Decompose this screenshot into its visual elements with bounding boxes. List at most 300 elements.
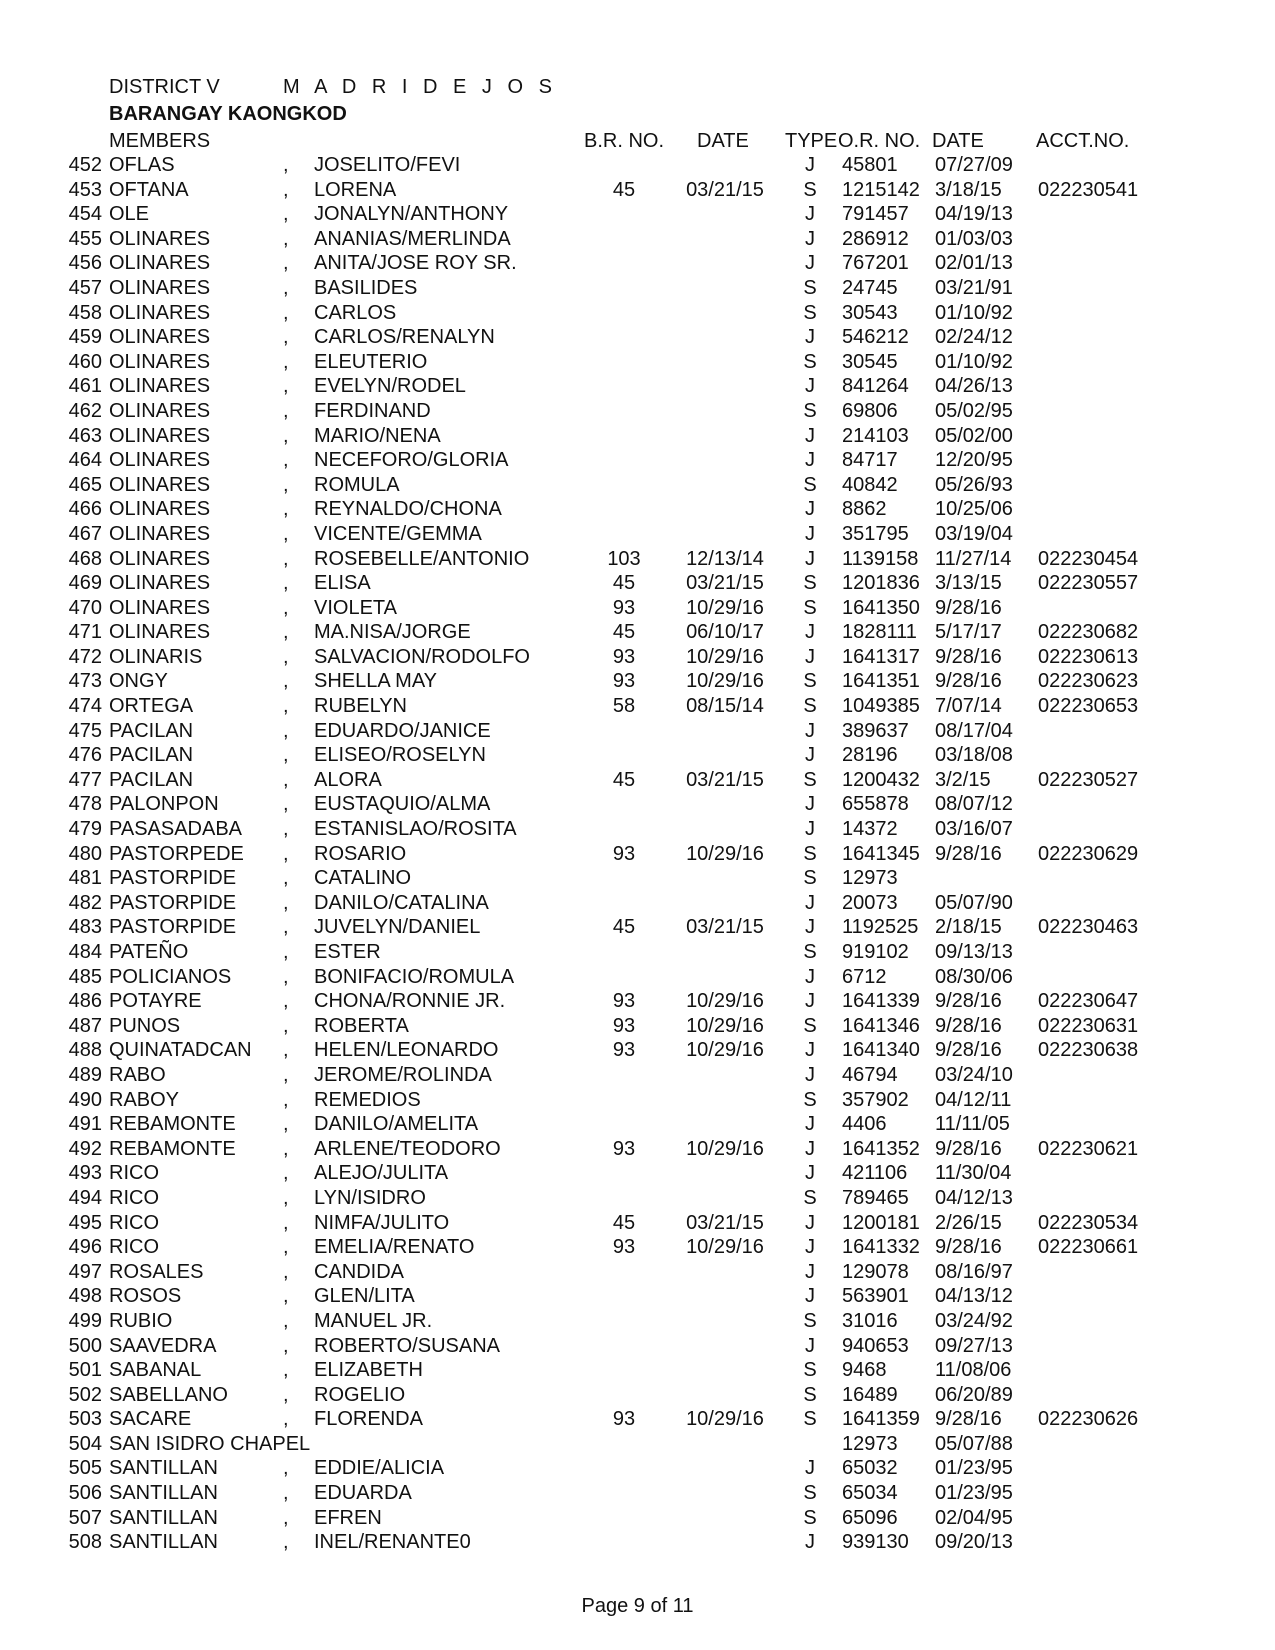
row-number: 499 bbox=[68, 1309, 102, 1332]
first-names: BONIFACIO/ROMULA bbox=[314, 965, 515, 988]
account-number: 022230527 bbox=[1038, 768, 1139, 791]
col-header-date: DATE bbox=[697, 130, 749, 152]
or-number: 1641351 bbox=[842, 670, 920, 693]
member-type: J bbox=[805, 1334, 815, 1357]
br-number: 45 bbox=[612, 916, 636, 939]
or-number: 214103 bbox=[842, 424, 909, 447]
first-names: ROSEBELLE/ANTONIO bbox=[314, 547, 530, 570]
last-name: RICO bbox=[109, 1211, 159, 1234]
member-type: J bbox=[805, 375, 815, 398]
separator: , bbox=[283, 424, 289, 447]
table-row bbox=[0, 424, 1275, 449]
row-number: 501 bbox=[68, 1359, 102, 1382]
first-names: FERDINAND bbox=[314, 399, 431, 422]
row-number: 503 bbox=[68, 1408, 102, 1431]
separator: , bbox=[283, 522, 289, 545]
member-type: J bbox=[805, 1137, 815, 1160]
first-names: CARLOS bbox=[314, 301, 397, 324]
row-number: 492 bbox=[68, 1137, 102, 1160]
member-type: J bbox=[805, 916, 815, 939]
member-type: J bbox=[805, 744, 815, 767]
account-number: 022230557 bbox=[1038, 572, 1139, 595]
last-name: OLINARES bbox=[109, 621, 211, 644]
member-type: J bbox=[805, 498, 815, 521]
br-date: 10/29/16 bbox=[686, 1039, 764, 1062]
member-type: J bbox=[805, 965, 815, 988]
member-table bbox=[0, 153, 1275, 1555]
row-number: 478 bbox=[68, 793, 102, 816]
table-row bbox=[0, 1038, 1275, 1063]
first-names: ROBERTA bbox=[314, 1014, 409, 1037]
member-type: S bbox=[803, 1408, 817, 1431]
last-name: RICO bbox=[109, 1162, 159, 1185]
separator: , bbox=[283, 1260, 289, 1283]
separator: , bbox=[283, 252, 289, 275]
row-number: 506 bbox=[68, 1482, 102, 1505]
row-number: 463 bbox=[68, 424, 102, 447]
br-date: 10/29/16 bbox=[686, 842, 764, 865]
or-date: 05/02/00 bbox=[935, 424, 1013, 447]
or-date: 5/17/17 bbox=[935, 621, 1002, 644]
br-date: 10/29/16 bbox=[686, 1236, 764, 1259]
or-date: 01/23/95 bbox=[935, 1482, 1013, 1505]
member-type: J bbox=[805, 154, 815, 176]
or-date: 03/21/91 bbox=[935, 276, 1013, 299]
first-names: HELEN/LEONARDO bbox=[314, 1039, 499, 1062]
separator: , bbox=[283, 1309, 289, 1332]
or-number: 24745 bbox=[842, 276, 898, 299]
or-number: 1641340 bbox=[842, 1039, 920, 1062]
or-number: 841264 bbox=[842, 375, 909, 398]
first-names: ELEUTERIO bbox=[314, 350, 428, 373]
or-date: 11/11/05 bbox=[935, 1113, 1010, 1136]
first-names: NECEFORO/GLORIA bbox=[314, 449, 509, 472]
member-type: J bbox=[805, 449, 815, 472]
table-row bbox=[0, 866, 1275, 891]
table-row bbox=[0, 1456, 1275, 1481]
row-number: 489 bbox=[68, 1063, 102, 1086]
member-type: J bbox=[805, 1211, 815, 1234]
first-names: EVELYN/RODEL bbox=[314, 375, 466, 398]
row-number: 479 bbox=[68, 818, 102, 841]
first-names: CATALINO bbox=[314, 867, 412, 890]
member-type: J bbox=[805, 1039, 815, 1062]
or-date: 03/24/10 bbox=[935, 1063, 1013, 1086]
table-row bbox=[0, 153, 1275, 178]
or-date: 3/18/15 bbox=[935, 178, 1002, 201]
br-number: 93 bbox=[612, 670, 636, 693]
or-number: 655878 bbox=[842, 793, 909, 816]
table-row bbox=[0, 1334, 1275, 1359]
separator: , bbox=[283, 1211, 289, 1234]
or-number: 31016 bbox=[842, 1309, 898, 1332]
last-name: PACILAN bbox=[109, 744, 194, 767]
separator: , bbox=[283, 154, 289, 176]
table-row bbox=[0, 1186, 1275, 1211]
last-name: OLINARES bbox=[109, 522, 211, 545]
last-name: PASASADABA bbox=[109, 818, 243, 841]
or-number: 16489 bbox=[842, 1383, 898, 1406]
first-names: VIOLETA bbox=[314, 596, 397, 619]
last-name: ROSALES bbox=[109, 1260, 204, 1283]
or-date: 08/16/97 bbox=[935, 1260, 1013, 1283]
or-date: 01/10/92 bbox=[935, 350, 1013, 373]
br-number: 93 bbox=[612, 1039, 636, 1062]
first-names: ROBERTO/SUSANA bbox=[314, 1334, 500, 1357]
or-number: 546212 bbox=[842, 326, 909, 349]
or-number: 351795 bbox=[842, 522, 909, 545]
br-number: 58 bbox=[612, 695, 636, 718]
or-date: 11/08/06 bbox=[935, 1359, 1012, 1382]
br-date: 10/29/16 bbox=[686, 645, 764, 668]
account-number: 022230534 bbox=[1038, 1211, 1139, 1234]
row-number: 469 bbox=[68, 572, 102, 595]
first-names: ESTANISLAO/ROSITA bbox=[314, 818, 517, 841]
br-number: 93 bbox=[612, 1236, 636, 1259]
table-row bbox=[0, 325, 1275, 350]
separator: , bbox=[283, 670, 289, 693]
last-name: OLINARES bbox=[109, 399, 211, 422]
br-date: 08/15/14 bbox=[686, 695, 764, 718]
col-header-acct-no: ACCT.NO. bbox=[1036, 130, 1130, 152]
first-names: EDUARDO/JANICE bbox=[314, 719, 491, 742]
or-date: 05/07/88 bbox=[935, 1432, 1013, 1455]
member-type: S bbox=[803, 399, 817, 422]
br-number: 103 bbox=[607, 547, 641, 570]
or-date: 10/25/06 bbox=[935, 498, 1013, 521]
table-row bbox=[0, 768, 1275, 793]
or-date: 04/26/13 bbox=[935, 375, 1013, 398]
last-name: SAAVEDRA bbox=[109, 1334, 217, 1357]
row-number: 468 bbox=[68, 547, 102, 570]
last-name: RUBIO bbox=[109, 1309, 173, 1332]
or-number: 6712 bbox=[842, 965, 887, 988]
or-date: 9/28/16 bbox=[935, 842, 1002, 865]
row-number: 482 bbox=[68, 891, 102, 914]
last-name: PACILAN bbox=[109, 719, 194, 742]
or-number: 40842 bbox=[842, 473, 898, 496]
or-date: 11/27/14 bbox=[935, 547, 1012, 570]
separator: , bbox=[283, 1088, 289, 1111]
separator: , bbox=[283, 326, 289, 349]
account-number: 022230661 bbox=[1038, 1236, 1139, 1259]
first-names: REMEDIOS bbox=[314, 1088, 421, 1111]
table-row bbox=[0, 1161, 1275, 1186]
first-names: JUVELYN/DANIEL bbox=[314, 916, 481, 939]
member-type: S bbox=[803, 1186, 817, 1209]
br-date: 03/21/15 bbox=[686, 1211, 764, 1234]
member-type: S bbox=[803, 301, 817, 324]
separator: , bbox=[283, 301, 289, 324]
br-date: 12/13/14 bbox=[686, 547, 764, 570]
table-row bbox=[0, 1260, 1275, 1285]
first-names: LYN/ISIDRO bbox=[314, 1186, 426, 1209]
first-names: JOSELITO/FEVI bbox=[314, 154, 461, 176]
or-date: 08/30/06 bbox=[935, 965, 1013, 988]
account-number: 022230454 bbox=[1038, 547, 1139, 570]
first-names: FLORENDA bbox=[314, 1408, 423, 1431]
table-row bbox=[0, 620, 1275, 645]
first-names: MARIO/NENA bbox=[314, 424, 441, 447]
member-type: S bbox=[803, 1383, 817, 1406]
or-date: 9/28/16 bbox=[935, 596, 1002, 619]
separator: , bbox=[283, 990, 289, 1013]
row-number: 480 bbox=[68, 842, 102, 865]
last-name: RABOY bbox=[109, 1088, 180, 1111]
last-name: OLINARES bbox=[109, 227, 211, 250]
br-number: 45 bbox=[612, 1211, 636, 1234]
last-name: OLINARES bbox=[109, 375, 211, 398]
table-row bbox=[0, 1112, 1275, 1137]
or-number: 129078 bbox=[842, 1260, 909, 1283]
or-number: 1828111 bbox=[842, 621, 917, 644]
row-number: 507 bbox=[68, 1506, 102, 1529]
table-row bbox=[0, 1211, 1275, 1236]
or-date: 09/13/13 bbox=[935, 941, 1013, 963]
separator: , bbox=[283, 793, 289, 816]
or-date: 09/20/13 bbox=[935, 1531, 1013, 1554]
or-number: 1049385 bbox=[842, 695, 920, 718]
row-number: 471 bbox=[68, 621, 102, 644]
row-number: 457 bbox=[68, 276, 102, 299]
row-number: 454 bbox=[68, 203, 102, 226]
separator: , bbox=[283, 178, 289, 201]
last-name: RICO bbox=[109, 1186, 159, 1209]
or-number: 1201836 bbox=[842, 572, 920, 595]
member-type: J bbox=[805, 818, 815, 841]
last-name: PASTORPIDE bbox=[109, 916, 237, 939]
account-number: 022230631 bbox=[1038, 1014, 1139, 1037]
member-type: J bbox=[805, 203, 815, 226]
or-date: 05/26/93 bbox=[935, 473, 1013, 496]
separator: , bbox=[283, 399, 289, 422]
separator: , bbox=[283, 1531, 289, 1554]
first-names: ROSARIO bbox=[314, 842, 407, 865]
br-date: 10/29/16 bbox=[686, 596, 764, 619]
account-number: 022230638 bbox=[1038, 1039, 1139, 1062]
or-date: 01/23/95 bbox=[935, 1457, 1013, 1480]
row-number: 504 bbox=[68, 1432, 102, 1455]
first-names: REYNALDO/CHONA bbox=[314, 498, 502, 521]
or-number: 30543 bbox=[842, 301, 898, 324]
table-row bbox=[0, 350, 1275, 375]
row-number: 458 bbox=[68, 301, 102, 324]
or-date: 9/28/16 bbox=[935, 1014, 1002, 1037]
row-number: 453 bbox=[68, 178, 102, 201]
or-number: 1641359 bbox=[842, 1408, 920, 1431]
member-type: S bbox=[803, 572, 817, 595]
member-type: J bbox=[805, 793, 815, 816]
separator: , bbox=[283, 1482, 289, 1505]
or-date: 2/18/15 bbox=[935, 916, 1002, 939]
account-number: 022230463 bbox=[1038, 916, 1139, 939]
or-number: 28196 bbox=[842, 744, 898, 767]
member-type: J bbox=[805, 1531, 815, 1554]
col-header-or-date: DATE bbox=[932, 130, 984, 152]
or-number: 65032 bbox=[842, 1457, 898, 1480]
account-number: 022230647 bbox=[1038, 990, 1139, 1013]
table-row bbox=[0, 669, 1275, 694]
account-number: 022230613 bbox=[1038, 645, 1139, 668]
member-type: S bbox=[803, 941, 817, 963]
table-row bbox=[0, 1481, 1275, 1506]
account-number: 022230623 bbox=[1038, 670, 1139, 693]
separator: , bbox=[283, 203, 289, 226]
row-number: 460 bbox=[68, 350, 102, 373]
or-number: 65034 bbox=[842, 1482, 898, 1505]
br-number: 45 bbox=[612, 572, 636, 595]
member-type: S bbox=[803, 1014, 817, 1037]
separator: , bbox=[283, 818, 289, 841]
separator: , bbox=[283, 449, 289, 472]
separator: , bbox=[283, 1039, 289, 1062]
separator: , bbox=[283, 744, 289, 767]
row-number: 464 bbox=[68, 449, 102, 472]
or-number: 389637 bbox=[842, 719, 909, 742]
row-number: 461 bbox=[68, 375, 102, 398]
separator: , bbox=[283, 1063, 289, 1086]
last-name: PASTORPIDE bbox=[109, 891, 237, 914]
member-type: S bbox=[803, 1309, 817, 1332]
member-type: J bbox=[805, 424, 815, 447]
table-row bbox=[0, 547, 1275, 572]
table-row bbox=[0, 842, 1275, 867]
table-row bbox=[0, 1309, 1275, 1334]
last-name: POLICIANOS bbox=[109, 965, 232, 988]
last-name: PALONPON bbox=[109, 793, 219, 816]
member-type: J bbox=[805, 719, 815, 742]
separator: , bbox=[283, 1285, 289, 1308]
br-number: 45 bbox=[612, 178, 636, 201]
separator: , bbox=[283, 1014, 289, 1037]
or-date: 01/10/92 bbox=[935, 301, 1013, 324]
or-number: 20073 bbox=[842, 891, 898, 914]
or-date: 05/07/90 bbox=[935, 891, 1013, 914]
or-date: 7/07/14 bbox=[935, 695, 1002, 718]
separator: , bbox=[283, 1162, 289, 1185]
last-name: OLINARES bbox=[109, 449, 211, 472]
last-name: OFLAS bbox=[109, 154, 175, 176]
col-header-br-no: B.R. NO. bbox=[584, 130, 665, 152]
last-name: ONGY bbox=[109, 670, 168, 693]
row-number: 473 bbox=[68, 670, 102, 693]
member-type: J bbox=[805, 252, 815, 275]
row-number: 455 bbox=[68, 227, 102, 250]
last-name: SACARE bbox=[109, 1408, 192, 1431]
member-type: S bbox=[803, 178, 817, 201]
separator: , bbox=[283, 375, 289, 398]
table-row bbox=[0, 1063, 1275, 1088]
member-type: S bbox=[803, 1359, 817, 1382]
member-type: J bbox=[805, 645, 815, 668]
barangay-title: BARANGAY KAONGKOD bbox=[109, 103, 347, 125]
table-row bbox=[0, 178, 1275, 203]
table-row bbox=[0, 792, 1275, 817]
separator: , bbox=[283, 842, 289, 865]
or-number: 65096 bbox=[842, 1506, 898, 1529]
last-name: ORTEGA bbox=[109, 695, 194, 718]
first-names: CARLOS/RENALYN bbox=[314, 326, 495, 349]
table-row bbox=[0, 571, 1275, 596]
first-names: EFREN bbox=[314, 1506, 382, 1529]
separator: , bbox=[283, 547, 289, 570]
or-number: 1641350 bbox=[842, 596, 920, 619]
account-number: 022230629 bbox=[1038, 842, 1139, 865]
row-number: 486 bbox=[68, 990, 102, 1013]
row-number: 456 bbox=[68, 252, 102, 275]
row-number: 496 bbox=[68, 1236, 102, 1259]
first-names: DANILO/CATALINA bbox=[314, 891, 489, 914]
first-names: DANILO/AMELITA bbox=[314, 1113, 479, 1136]
or-date: 12/20/95 bbox=[935, 449, 1013, 472]
first-names: VICENTE/GEMMA bbox=[314, 522, 482, 545]
or-number: 940653 bbox=[842, 1334, 909, 1357]
member-type: J bbox=[805, 891, 815, 914]
first-names: EDUARDA bbox=[314, 1482, 412, 1505]
account-number: 022230682 bbox=[1038, 621, 1139, 644]
last-name: OLE bbox=[109, 203, 150, 226]
table-row bbox=[0, 1432, 1275, 1457]
or-date: 01/03/03 bbox=[935, 227, 1013, 250]
table-row bbox=[0, 596, 1275, 621]
table-row bbox=[0, 522, 1275, 547]
row-number: 487 bbox=[68, 1014, 102, 1037]
or-date: 02/01/13 bbox=[935, 252, 1013, 275]
or-number: 12973 bbox=[842, 867, 898, 890]
or-number: 1641345 bbox=[842, 842, 920, 865]
first-names: CANDIDA bbox=[314, 1260, 405, 1283]
separator: , bbox=[283, 350, 289, 373]
row-number: 497 bbox=[68, 1260, 102, 1283]
row-number: 477 bbox=[68, 768, 102, 791]
or-date: 08/07/12 bbox=[935, 793, 1013, 816]
table-row bbox=[0, 374, 1275, 399]
or-number: 1200432 bbox=[842, 768, 920, 791]
table-row bbox=[0, 497, 1275, 522]
member-type: S bbox=[803, 473, 817, 496]
first-names: LORENA bbox=[314, 178, 397, 201]
first-names: INEL/RENANTE0 bbox=[314, 1531, 471, 1554]
or-date: 9/28/16 bbox=[935, 1408, 1002, 1431]
table-row bbox=[0, 694, 1275, 719]
separator: , bbox=[283, 1113, 289, 1136]
or-date: 9/28/16 bbox=[935, 1137, 1002, 1160]
br-number: 93 bbox=[612, 1137, 636, 1160]
or-number: 1641352 bbox=[842, 1137, 920, 1160]
or-number: 1641339 bbox=[842, 990, 920, 1013]
table-row bbox=[0, 743, 1275, 768]
member-type: S bbox=[803, 670, 817, 693]
member-type: S bbox=[803, 867, 817, 890]
member-type: S bbox=[803, 842, 817, 865]
first-names: ALORA bbox=[314, 768, 382, 791]
br-date: 03/21/15 bbox=[686, 178, 764, 201]
last-name: SANTILLAN bbox=[109, 1531, 218, 1554]
last-name: POTAYRE bbox=[109, 990, 202, 1013]
member-type: S bbox=[803, 1088, 817, 1111]
table-row bbox=[0, 276, 1275, 301]
or-date: 04/13/12 bbox=[935, 1285, 1013, 1308]
first-names: ARLENE/TEODORO bbox=[314, 1137, 501, 1160]
or-number: 1641346 bbox=[842, 1014, 920, 1037]
table-row bbox=[0, 251, 1275, 276]
last-name: PUNOS bbox=[109, 1014, 181, 1037]
or-date: 04/12/11 bbox=[935, 1088, 1012, 1111]
last-name: QUINATADCAN bbox=[109, 1039, 252, 1062]
row-number: 500 bbox=[68, 1334, 102, 1357]
last-name: OFTANA bbox=[109, 178, 189, 201]
member-type: J bbox=[805, 1113, 815, 1136]
